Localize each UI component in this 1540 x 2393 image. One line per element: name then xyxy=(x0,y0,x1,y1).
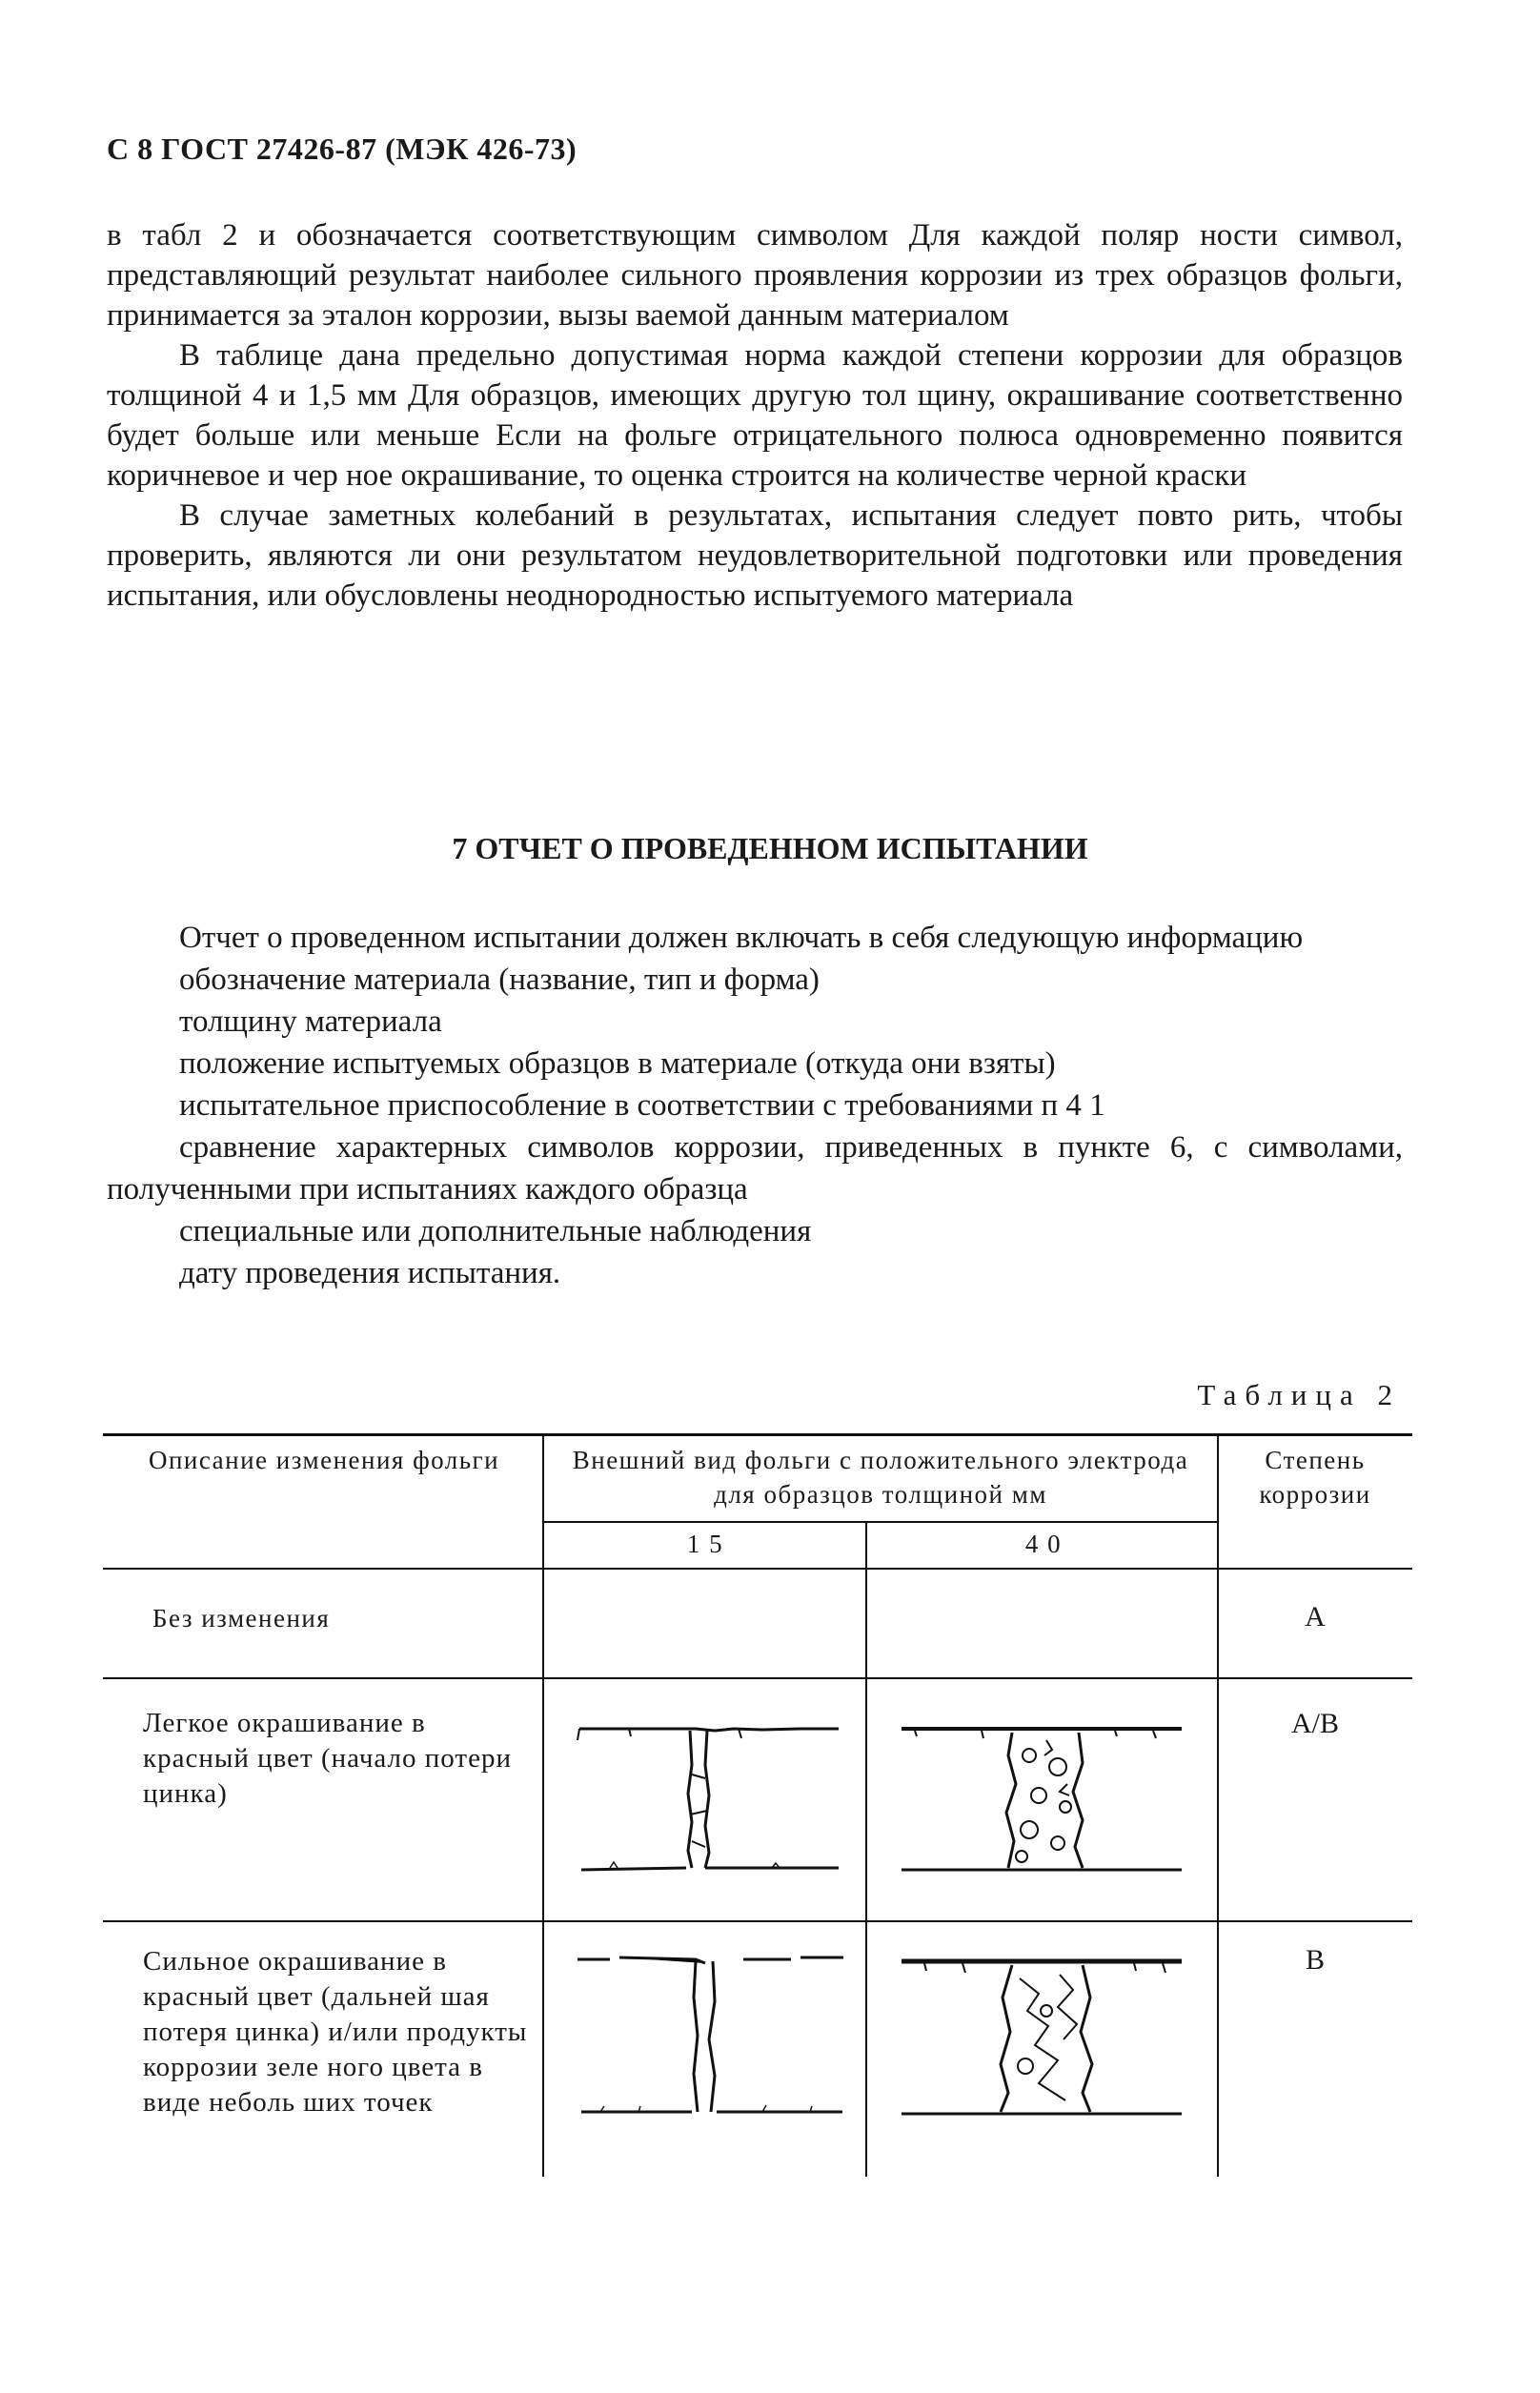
table-header-bottom-line xyxy=(103,1568,1412,1570)
paragraph-3: В случае заметных колебаний в результатах, испытания следует повто рить, чтобы проверить, являются ли они результатом неудовлетворительной подготовки или проведения испытания, или обусловлены неоднородностью испытуемого материала xyxy=(107,498,1403,613)
table-row-line xyxy=(103,1920,1412,1922)
row-grade: B xyxy=(1305,1944,1325,1976)
report-item: дату проведения испытания. xyxy=(179,1256,561,1290)
foil-sample-image xyxy=(896,1940,1191,2121)
table-col-line xyxy=(865,1521,867,2177)
report-intro: Отчет о проведенном испытании должен включать в себя следующую информацию xyxy=(179,921,1304,955)
report-item: специальные или дополнительные наблюдения xyxy=(179,1214,812,1248)
row-grade: A xyxy=(1305,1601,1326,1633)
report-item: положение испытуемых образцов в материале (откуда они взяты) xyxy=(179,1046,1056,1081)
table-caption: Таблица 2 xyxy=(1197,1378,1401,1411)
report-item: толщину материала xyxy=(179,1004,442,1039)
table-top-border xyxy=(103,1433,1412,1436)
header-thickness-1: 1 5 xyxy=(686,1530,724,1558)
foil-sample-image xyxy=(572,1940,848,2121)
header-grade: Степень коррозии xyxy=(1259,1446,1371,1509)
paragraph-1: в табл 2 и обозначается соответствующим символом Для каждой поляр ности символ, представляющий результат наиболее сильного проявления коррозии из трех образцов фольги, принимается за эталон коррозии, вызы ваемой данным материалом xyxy=(107,218,1403,333)
paragraph-2: В таблице дана предельно допустимая норма каждой степени коррозии для образцов толщиной 4 и 1,5 мм Для образцов, имеющих другую тол щину, окрашивание соответственно будет больше или меньше Если на фольге отрицательного полюса одновременно появится коричневое и чер ное окрашивание, то оценка строится на количестве черной краски xyxy=(107,338,1403,493)
row-description: Легкое окрашивание в красный цвет (начало потери цинка) xyxy=(143,1708,512,1809)
table-col-line xyxy=(1217,1433,1219,2177)
report-list xyxy=(107,917,1403,1294)
header-appearance: Внешний вид фольги с положительного электрода для образцов толщиной мм xyxy=(572,1446,1189,1509)
body-text xyxy=(107,215,1403,616)
table-subheader-line xyxy=(543,1521,1218,1523)
header-description: Описание изменения фольги xyxy=(148,1446,500,1474)
report-item: обозначение материала (название, тип и форма) xyxy=(179,963,820,997)
report-item: испытательное приспособление в соответствии с требованиями п 4 1 xyxy=(179,1088,1105,1123)
table-col-line xyxy=(542,1433,544,2177)
page-header: С 8 ГОСТ 27426-87 (МЭК 426-73) xyxy=(107,132,578,166)
row-grade: A/B xyxy=(1290,1708,1339,1739)
row-description: Без изменения xyxy=(152,1604,331,1633)
table-row-line xyxy=(103,1677,1412,1679)
row-description: Сильное окрашивание в красный цвет (дальней шая потеря цинка) и/или продукты коррозии зеле ного цвета в виде неболь ших точек xyxy=(143,1946,528,2118)
foil-sample-image xyxy=(572,1708,848,1879)
section-title: 7 ОТЧЕТ О ПРОВЕДЕННОМ ИСПЫТАНИИ xyxy=(452,831,1088,865)
header-thickness-2: 4 0 xyxy=(1024,1530,1063,1558)
report-item: сравнение характерных символов коррозии, приведенных в пункте 6, с символами, полученными при испытаниях каждого образца xyxy=(107,1130,1403,1207)
foil-sample-image xyxy=(896,1708,1191,1879)
